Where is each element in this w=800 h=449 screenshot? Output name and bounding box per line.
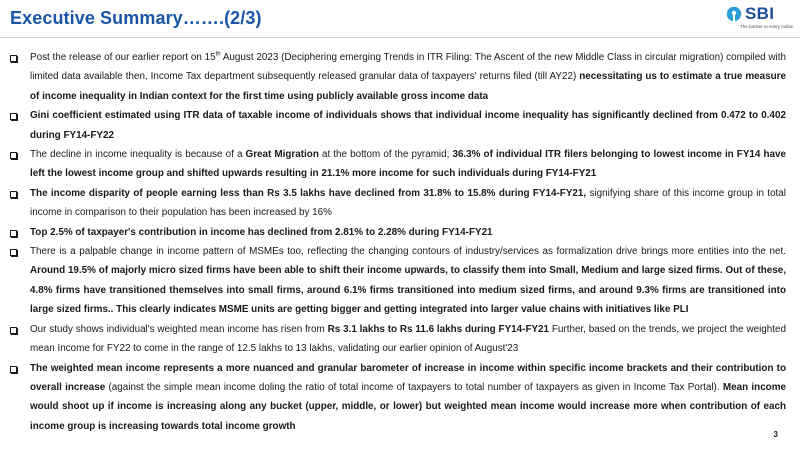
bullet-text-bold: Rs 3.1 lakhs to Rs 11.6 lakhs during FY14-FY21 <box>327 323 550 335</box>
bullet-text: Further, based on the trends, we project the weighted mean Income for FY22 to come in the range of 12.5 lakhs to 13 lakhs, validating our earlier opinion of August'23 <box>30 323 786 355</box>
bullet-text: (against the simple mean income doling the ratio of total income of taxpayers to total number of taxpayers as given in Income Tax Portal). <box>105 381 723 393</box>
square-bullet-icon <box>10 230 17 237</box>
square-bullet-icon <box>10 55 17 62</box>
sbi-logo <box>726 4 794 34</box>
slide-header <box>0 0 800 38</box>
bullet-item <box>10 320 786 359</box>
square-bullet-icon <box>10 366 17 373</box>
logo-tagline: The banker to every Indian <box>740 24 794 29</box>
bullet-item <box>10 359 786 437</box>
bullet-text: The decline in income inequality is because of a <box>30 149 246 161</box>
bullet-text: There is a palpable change in income pattern of MSMEs too, reflecting the changing contours of industry/services as formalization drive brings more entities into the net. <box>30 246 786 258</box>
bullet-text-bold: Gini coefficient estimated using ITR data of taxable income of individuals shows that individual income inequality has significantly declined from 0.472 to 0.402 during FY14-FY22 <box>30 110 786 141</box>
bullet-text-bold: The weighted mean income represents a more nuanced and granular barometer of increase in income within specific income brackets and their contribution to overall increase <box>30 362 786 393</box>
bullet-text: th <box>215 51 221 58</box>
bullet-text-bold: The income disparity of people earning less than Rs 3.5 lakhs have declined from 31.8% to 15.8% during FY14-FY21, <box>30 187 587 199</box>
bullet-item <box>10 223 786 242</box>
bullet-text-bold: 36.3% of individual ITR filers belonging to lowest income in FY14 have left the lowest income group and shifted upwards resulting in 21.1% more income for such individuals during FY14-FY21 <box>30 149 786 180</box>
bullet-text-bold: Around 19.5% of majorly micro sized firms have been able to shift their income upwards, to classify them into Small, Medium and large sized firms. Out of these, 4.8% firms have transitioned themselves into small firms, around 6.1% firms transitioned into medium sized firms, and around 9.3% firms are transitioned into large sized firms.. This clearly indicates MSME units are getting bigger and getting integrated into larger value chains with initiatives like PLI <box>30 265 786 316</box>
bullet-text: at the bottom of the pyramid; <box>318 149 453 161</box>
bullet-item <box>10 184 786 223</box>
bullet-item <box>10 106 786 145</box>
bullet-text-bold: Great Migration <box>245 149 319 161</box>
bullet-text-bold: necessitating us to estimate a true measure of income inequality in Indian context for the first time using publicly available gross income data <box>30 71 787 102</box>
bullet-item <box>10 145 786 184</box>
bullet-item <box>10 242 786 320</box>
square-bullet-icon <box>10 191 17 198</box>
square-bullet-icon <box>10 327 17 334</box>
bullet-text-bold: Mean income would shoot up if income is increasing along any bucket (upper, middle, or lower) but weighted mean income would increase more when contribution of each income group is increasing towards total income growth <box>30 381 786 432</box>
logo-wordmark: SBI <box>745 4 775 23</box>
bullet-text: Our study shows individual's weighted mean income has risen from <box>30 323 328 335</box>
sbi-logo-icon <box>726 6 742 22</box>
square-bullet-icon <box>10 113 17 120</box>
bullet-text: August 2023 (Deciphering emerging Trends in ITR Filing: The Ascent of the new Middle Class in circular migration) compiled with limited data available then, Income Tax department subsequently released granular data of taxpayers' returns filed (till AY22) <box>30 52 786 83</box>
page-title: Executive Summary…….(2/3) <box>10 8 262 28</box>
summary-bullet-list <box>10 48 786 436</box>
bullet-text: signifying share of this income group in total income in comparison to their population has been increased by 16% <box>30 187 786 219</box>
square-bullet-icon <box>10 152 17 159</box>
header-divider <box>0 37 800 38</box>
bullet-text: Post the release of our earlier report on 15 <box>30 52 216 63</box>
bullet-text-bold: Top 2.5% of taxpayer's contribution in income has declined from 2.81% to 2.28% during FY14-FY21 <box>30 226 493 238</box>
page-number: 3 <box>773 430 778 439</box>
bullet-item <box>10 48 786 106</box>
square-bullet-icon <box>10 249 17 256</box>
